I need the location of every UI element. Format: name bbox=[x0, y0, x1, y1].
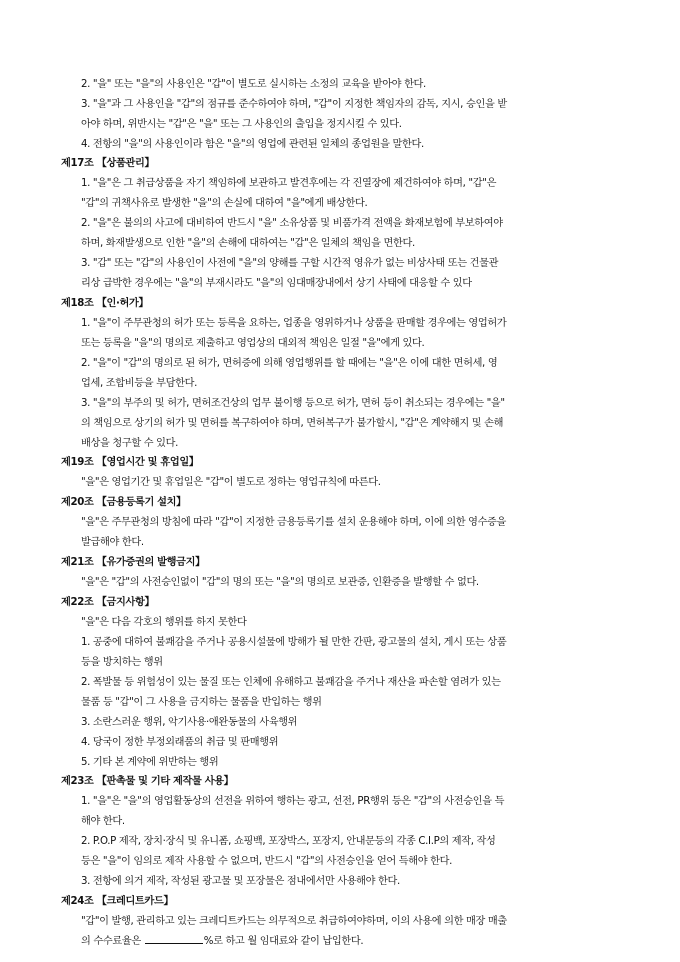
fee-rate-suffix: %로 하고 월 임대료와 같이 납입한다. bbox=[203, 936, 364, 947]
article-17-item-2: 2. "을"은 불의의 사고에 대비하여 반드시 "을" 소유상품 및 비품가격 전액을 화재보험에 부보하여야 bbox=[81, 218, 503, 229]
article-21-heading: 제21조 【유가증권의 발행금지】 bbox=[61, 557, 205, 568]
article-22-intro: "을"은 다음 각호의 행위를 하지 못한다 bbox=[81, 617, 247, 628]
article-22-item-2-cont: 물품 등 "갑"이 그 사용을 금지하는 물품을 반입하는 행위 bbox=[81, 697, 322, 708]
article-18-item-3: 3. "을"의 부주의 및 허가, 면허조건상의 업무 불이행 등으로 허가, 면허 등이 취소되는 경우에는 "을" bbox=[81, 398, 505, 409]
article-22-item-3: 3. 소란스러운 행위, 악기사용·애완동물의 사육행위 bbox=[81, 717, 298, 728]
article-19-heading: 제19조 【영업시간 및 휴업일】 bbox=[61, 457, 199, 468]
fee-rate-blank bbox=[145, 933, 203, 944]
clause-16-item-3: 3. "을"과 그 사용인을 "갑"의 점규를 준수하여야 하며, "갑"이 지정한 책임자의 감독, 지시, 승인을 받 bbox=[81, 99, 507, 110]
article-22-item-1: 1. 공중에 대하여 불쾌감을 주거나 공용시설물에 방해가 될 만한 간판, 광고물의 설치, 게시 또는 상품 bbox=[81, 637, 507, 648]
article-18-item-3-cont: 의 책임으로 상기의 허가 및 면허를 복구하여야 하며, 면허복구가 불가할시, "갑"은 계약해지 및 손해 bbox=[81, 418, 504, 429]
article-22-heading: 제22조 【금지사항】 bbox=[61, 597, 155, 608]
article-17-item-3-cont: 리상 급박한 경우에는 "을"의 부재시라도 "을"의 임대매장내에서 상기 사태에 대응할 수 있다 bbox=[81, 278, 472, 289]
article-18-item-1-cont: 또는 등록을 "을"의 명의로 제출하고 영업상의 대외적 책임은 일절 "을"에게 있다. bbox=[81, 338, 425, 349]
article-18-item-2-cont: 업세, 조합비등을 부담한다. bbox=[81, 378, 197, 389]
article-17-item-3: 3. "갑" 또는 "갑"의 사용인이 사전에 "을"의 양해를 구할 시간적 영유가 없는 비상사태 또는 건물관 bbox=[81, 258, 499, 269]
article-21-body: "을"은 "갑"의 사전승인없이 "갑"의 명의 또는 "을"의 명의로 보관증, 인환증을 발행할 수 없다. bbox=[81, 577, 479, 588]
clause-16-item-2: 2. "을" 또는 "을"의 사용인은 "갑"이 별도로 실시하는 소정의 교육을 받아야 한다. bbox=[81, 79, 426, 90]
clause-16-item-3-cont: 아야 하며, 위반시는 "갑"은 "을" 또는 그 사용인의 출입을 정지시킬 수 있다. bbox=[81, 119, 402, 130]
article-20-body-cont: 발급해야 한다. bbox=[81, 537, 144, 548]
fee-rate-label: 의 수수료율은 bbox=[81, 936, 141, 947]
article-23-item-3: 3. 전항에 의거 제작, 작성된 광고물 및 포장물은 점내에서만 사용해야 한다. bbox=[81, 876, 400, 887]
article-18-item-3-cont2: 배상을 청구할 수 있다. bbox=[81, 438, 178, 449]
article-24-body: "갑"이 발행, 관리하고 있는 크레디트카드는 의무적으로 취급하여야하며, 이의 사용에 의한 매장 매출 bbox=[81, 916, 507, 927]
article-17-item-1-cont: "갑"의 귀책사유로 발생한 "을"의 손실에 대하여 "을"에게 배상한다. bbox=[81, 198, 368, 209]
article-18-heading: 제18조 【인·허가】 bbox=[61, 298, 149, 309]
article-24-heading: 제24조 【크레디트카드】 bbox=[61, 896, 174, 907]
article-18-item-2: 2. "을"이 "갑"의 명의로 된 허가, 면허증에 의해 영업행위를 할 때에는 "을"은 이에 대한 면허세, 영 bbox=[81, 358, 498, 369]
clause-16-item-4: 4. 전항의 "을"의 사용인이라 함은 "을"의 영업에 관련된 일체의 종업원을 말한다. bbox=[81, 139, 424, 150]
article-20-heading: 제20조 【금용등록기 설치】 bbox=[61, 497, 186, 508]
article-22-item-2: 2. 폭발물 등 위험성이 있는 물질 또는 인체에 유해하고 불쾌감을 주거나 재산을 파손할 염려가 있는 bbox=[81, 677, 501, 688]
article-20-body: "을"은 주무관청의 방침에 따라 "갑"이 지정한 금용등록기를 설치 운용해야 하며, 이에 의한 영수증을 bbox=[81, 517, 507, 528]
article-17-item-2-cont: 하며, 화재발생으로 인한 "을"의 손해에 대하여는 "갑"은 일체의 책임을 면한다. bbox=[81, 238, 415, 249]
article-19-body: "을"은 영업기간 및 휴업일은 "갑"이 별도로 정하는 영업규칙에 따른다. bbox=[81, 477, 381, 488]
article-23-item-1: 1. "을"은 "을"의 영업활동상의 선전을 위하여 행하는 광고, 선전, PR행위 등은 "갑"의 사전승인을 득 bbox=[81, 796, 505, 807]
article-17-heading: 제17조 【상품관리】 bbox=[61, 158, 155, 169]
article-23-item-2-cont: 등은 "을"이 임의로 제작 사용할 수 없으며, 반드시 "갑"의 사전승인을 얻어 득해야 한다. bbox=[81, 856, 452, 867]
article-17-item-1: 1. "을"은 그 취급상품을 자기 책임하에 보관하고 발견후에는 각 진열장에 제건하여야 하며, "갑"은 bbox=[81, 178, 497, 189]
article-23-heading: 제23조 【판촉물 및 기타 제작물 사용】 bbox=[61, 776, 234, 787]
article-22-item-1-cont: 등을 방치하는 행위 bbox=[81, 657, 163, 668]
article-22-item-5: 5. 기타 본 계약에 위반하는 행위 bbox=[81, 757, 219, 768]
article-22-item-4: 4. 당국이 정한 부정외래품의 취급 및 판매행위 bbox=[81, 737, 279, 748]
article-23-item-2: 2. P.O.P 제작, 장치·장식 및 유니폼, 쇼핑백, 포장박스, 포장지, 안내문등의 각종 C.I.P의 제작, 작성 bbox=[81, 836, 496, 847]
article-24-body-cont bbox=[81, 932, 363, 952]
article-18-item-1: 1. "을"이 주무관청의 허가 또는 등록을 요하는, 업종을 영위하거나 상품을 판매할 경우에는 영업허가 bbox=[81, 318, 507, 329]
article-23-item-1-cont: 해야 한다. bbox=[81, 816, 125, 827]
